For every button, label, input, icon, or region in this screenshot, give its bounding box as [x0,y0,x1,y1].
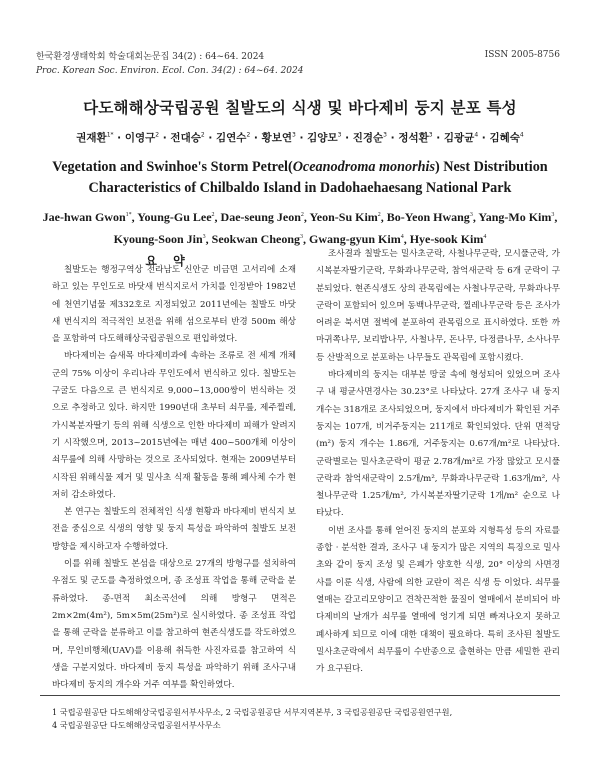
abstract-paragraph: 이를 위해 칠발도 본섬을 대상으로 27개의 방형구를 설치하여 우점도 및 군도를 측정하였으며, 종 조성표 작업을 통해 군락을 분류하였다. 종-면적 최소곡선에 의해 방형구 면적은 2m×2m(4m²), 5m×5m(25m²)로 실시하였다. 종 조성표 작업을 통해 군락을 분류하고 이를 참고하여 현존식생도를 작도하였으며, 무인비행체(UAV)를 이용해 취득한 사진자료를 참고하여 식생을 구분지었다. 바다제비 둥지 특성을 파악하기 위해 조사구내 바다제비 둥지의 개수와 거주 여부를 확인하였다. [52,559,296,691]
affiliation-marker: 2 [246,131,251,139]
affiliation-marker: 2 [377,212,381,218]
affiliation-marker: 2 [155,131,160,139]
abstract-right-column [316,246,560,678]
abstract-paragraph: 본 연구는 칠발도의 전체적인 식생 현황과 바다제비 번식지 보전을 중심으로 식생의 영향 및 둥지 특성을 파악하여 칠발도 보전 방향을 제시하고자 수행하였다. [52,507,296,552]
affiliation-marker: 3 [383,131,387,139]
affiliation-marker: 4 [483,234,487,240]
author-name: Dae-seung Jeon [220,210,301,224]
abstract-paragraph: 바다제비의 둥지는 대부분 땅굴 속에 형성되어 있었으며 조사구 내 평균사면경사는 30.23°로 나타났다. 27개 조사구 내 둥지 개수는 318개로 조사되었으며, 둥지에서 바다제비가 확인된 거주둥지는 107개, 비거주둥지는 211개로 확인되었다. 단위 면적당(m²) 둥지 개수는 1.86개, 거주둥지는 0.67개/m²로 나타났다. 군락별로는 밀사초군락이 평균 2.78개/m²로 가장 많았고 모시풀군락과 참억새군락이 2.5개/m², 무화과나무군락 1.63개/m², 사철나무군락 1.25개/m², 가시복분자딸기군락 1개/m² 순으로 나타났다. [316,370,560,519]
species-name: Oceanodroma monorhis [292,159,435,175]
abstract-paragraph: 이번 조사를 통해 얻어진 둥지의 분포와 지형특성 등의 자료를 종합 · 분석한 결과, 조사구 내 둥지가 많은 지역의 특징으로 밀사초와 같이 둥지 조성 및 은폐가 양호한 식생, 20° 이상의 사면경사를 이룬 식생, 사람에 의한 교란이 적은 식생 등 이었다. 쇠무릎 열매는 갈고리모양이고 견착끈적한 물질이 열매에서 분비되어 바다제비의 날개가 쇠무릎 열매에 엉기게 되면 빠져나오지 못하고 폐사하게 되므로 이에 대한 대책이 필요하다. 특히 조사된 칠발도 밀사초군락에서 쇠무릎이 수반종으로 출현하는 만큼 세밀한 관리가 요구된다. [316,525,560,675]
journal-name-ko: 한국환경생태학회 학술대회논문집 34(2) : 64~64. 2024 [36,52,265,62]
author-name: 전대승 [170,132,201,144]
author-name: Kyoung-Soon Jin [113,232,203,246]
affiliation-marker: 1* [106,131,114,139]
english-title-suffix: ) Nest Distribution Characteristics of Chilbaldo Island in Dadohaehaesang National Park [88,159,548,196]
author-name: Seokwan Cheong [211,232,301,246]
affiliation-marker: 3 [428,131,433,139]
abstract-paragraph: 칠발도는 행정구역상 전라남도 신안군 비금면 고서리에 소재하고 있는 무인도로 바닷새 번식지로서 가치를 인정받아 1982년에 천연기념물 제332호로 지정되었고 2011년에는 칠발도 바닷새 번식지의 적극적인 보전을 위해 섬으로부터 반경 500m 해상을 포함하여 다도해해상국립공원으로 편입하였다. [52,265,296,345]
english-author-list: Jae-hwan Gwon$^{1*}$, Young-Gu Lee$^2$, Dae-seung Jeon$^2$, Yeon-Su Kim$^2$, Bo-Yeon Hwang$^3$, Yang-Mo Kim$^3$, Kyoung-Soon Jin$^3$, Seokwan Cheong$^3$, Gwang-gyun Kim$^4$, Hye-sook Kim$^4$ [42,210,558,246]
author-name: 김연수 [216,132,247,144]
author-name: Bo-Yeon Hwang [386,210,470,224]
english-title [40,157,560,199]
affiliation-marker: 1* [125,212,132,218]
korean-title: 다도해해상국립공원 칠발도의 식생 및 바다제비 둥지 분포 특성 [83,99,517,117]
abstract-heading: 요 약 [145,254,191,268]
author-name: Young-Gu Lee [137,210,212,224]
affiliation-marker: 2 [211,212,215,218]
affiliation-marker: 3 [202,234,206,240]
affiliation-marker: 2 [300,212,304,218]
author-name: Gwang-gyun Kim [309,232,401,246]
korean-author-list: 권재환$^{1*}$ · 이영구$^2$ · 전대승$^2$ · 김연수$^2$ · 황보연$^3$ · 김양모$^3$ · 진경순$^3$ · 정석환$^3$ · 김광균$^4$ · 김혜숙$^4$ [76,131,524,144]
affiliation-footnotes [52,706,562,731]
affiliation-marker: 4 [400,234,404,240]
abstract-left-column [52,262,296,694]
footnote-line: 4 국립공원공단 다도해해상국립공원서부사무소 [52,719,221,730]
author-name: 이영구 [124,132,156,144]
author-name: 진경순 [352,132,384,144]
affiliation-marker: 3 [469,212,473,218]
footnote-line: 1 국립공원공단 다도해해상국립공원서부사무소, 2 국립공원공단 서부지역본부, 3 국립공원공단 국립공원연구원, [52,707,453,717]
author-name: Yang-Mo Kim [478,210,552,224]
affiliation-marker: 3 [551,212,555,218]
author-name: 정석환 [398,132,429,144]
journal-name-en: Proc. Korean Soc. Environ. Ecol. Con. 34(2) : 64~64. 2024 [36,66,304,76]
abstract-paragraph: 조사결과 칠발도는 밀사초군락, 사철나무군락, 모시풀군락, 가시복분자딸기군락, 무화과나무군락, 참억새군락 등 6개 군락이 구분되었다. 현존식생도 상의 관목림에는 사철나무군락, 무화과나무군락이 포함되어 있으며 동백나무군락, 찔레나무군락 등은 조사가 어려운 북서면 절벽에 분포하여 관목림으로 표시하였다. 또한 까마귀쪽나무, 보리밥나무, 사철나무, 돈나무, 다정큼나무, 소사나무 등 산발적으로 분포하는 나무들도 관목림에 포함시켰다. [316,249,560,363]
issn-label: ISSN 2005-8756 [484,50,560,60]
author-name: 권재환 [76,132,107,144]
abstract-paragraph: 바다제비는 슴새목 바다제비과에 속하는 조류로 전 세계 개체군의 75% 이상이 우리나라 무인도에서 번식하고 있다. 칠발도는 구굴도 다음으로 큰 번식지로 9,000~13,000쌍이 번식하는 것으로 추정하고 있다. 하지만 1990년대 초부터 쇠무릎, 제주찔레, 가시복분자딸기 등의 위해 식생으로 인한 바다제비 피해가 알려지기 시작했으며, 2013~2015년에는 매년 400~500개체 이상이 쇠무릎에 의해 사망하는 것으로 조사되었다. 현재는 2009년부터 시작된 위해식물 제거 및 밀사초 식재 활동을 통해 폐사체 수가 현저히 감소하였다. [52,351,296,500]
affiliation-marker: 3 [300,234,304,240]
author-name: 김광균 [443,132,475,144]
affiliation-marker: 4 [519,131,524,139]
affiliation-marker: 4 [474,131,479,139]
journal-header [36,50,303,78]
author-name: 김혜숙 [489,132,520,144]
affiliation-marker: 3 [337,131,342,139]
author-name: Yeon-Su Kim [309,210,378,224]
footnote-divider [40,695,560,696]
affiliation-marker: 3 [292,131,296,139]
author-name: 김양모 [307,132,338,144]
author-name: Jae-hwan Gwon [42,210,126,224]
author-name: 황보연 [261,132,293,144]
english-title-prefix: Vegetation and Swinhoe's Storm Petrel( [52,159,293,175]
author-name: Hye-sook Kim [409,232,484,246]
affiliation-marker: 2 [200,131,205,139]
